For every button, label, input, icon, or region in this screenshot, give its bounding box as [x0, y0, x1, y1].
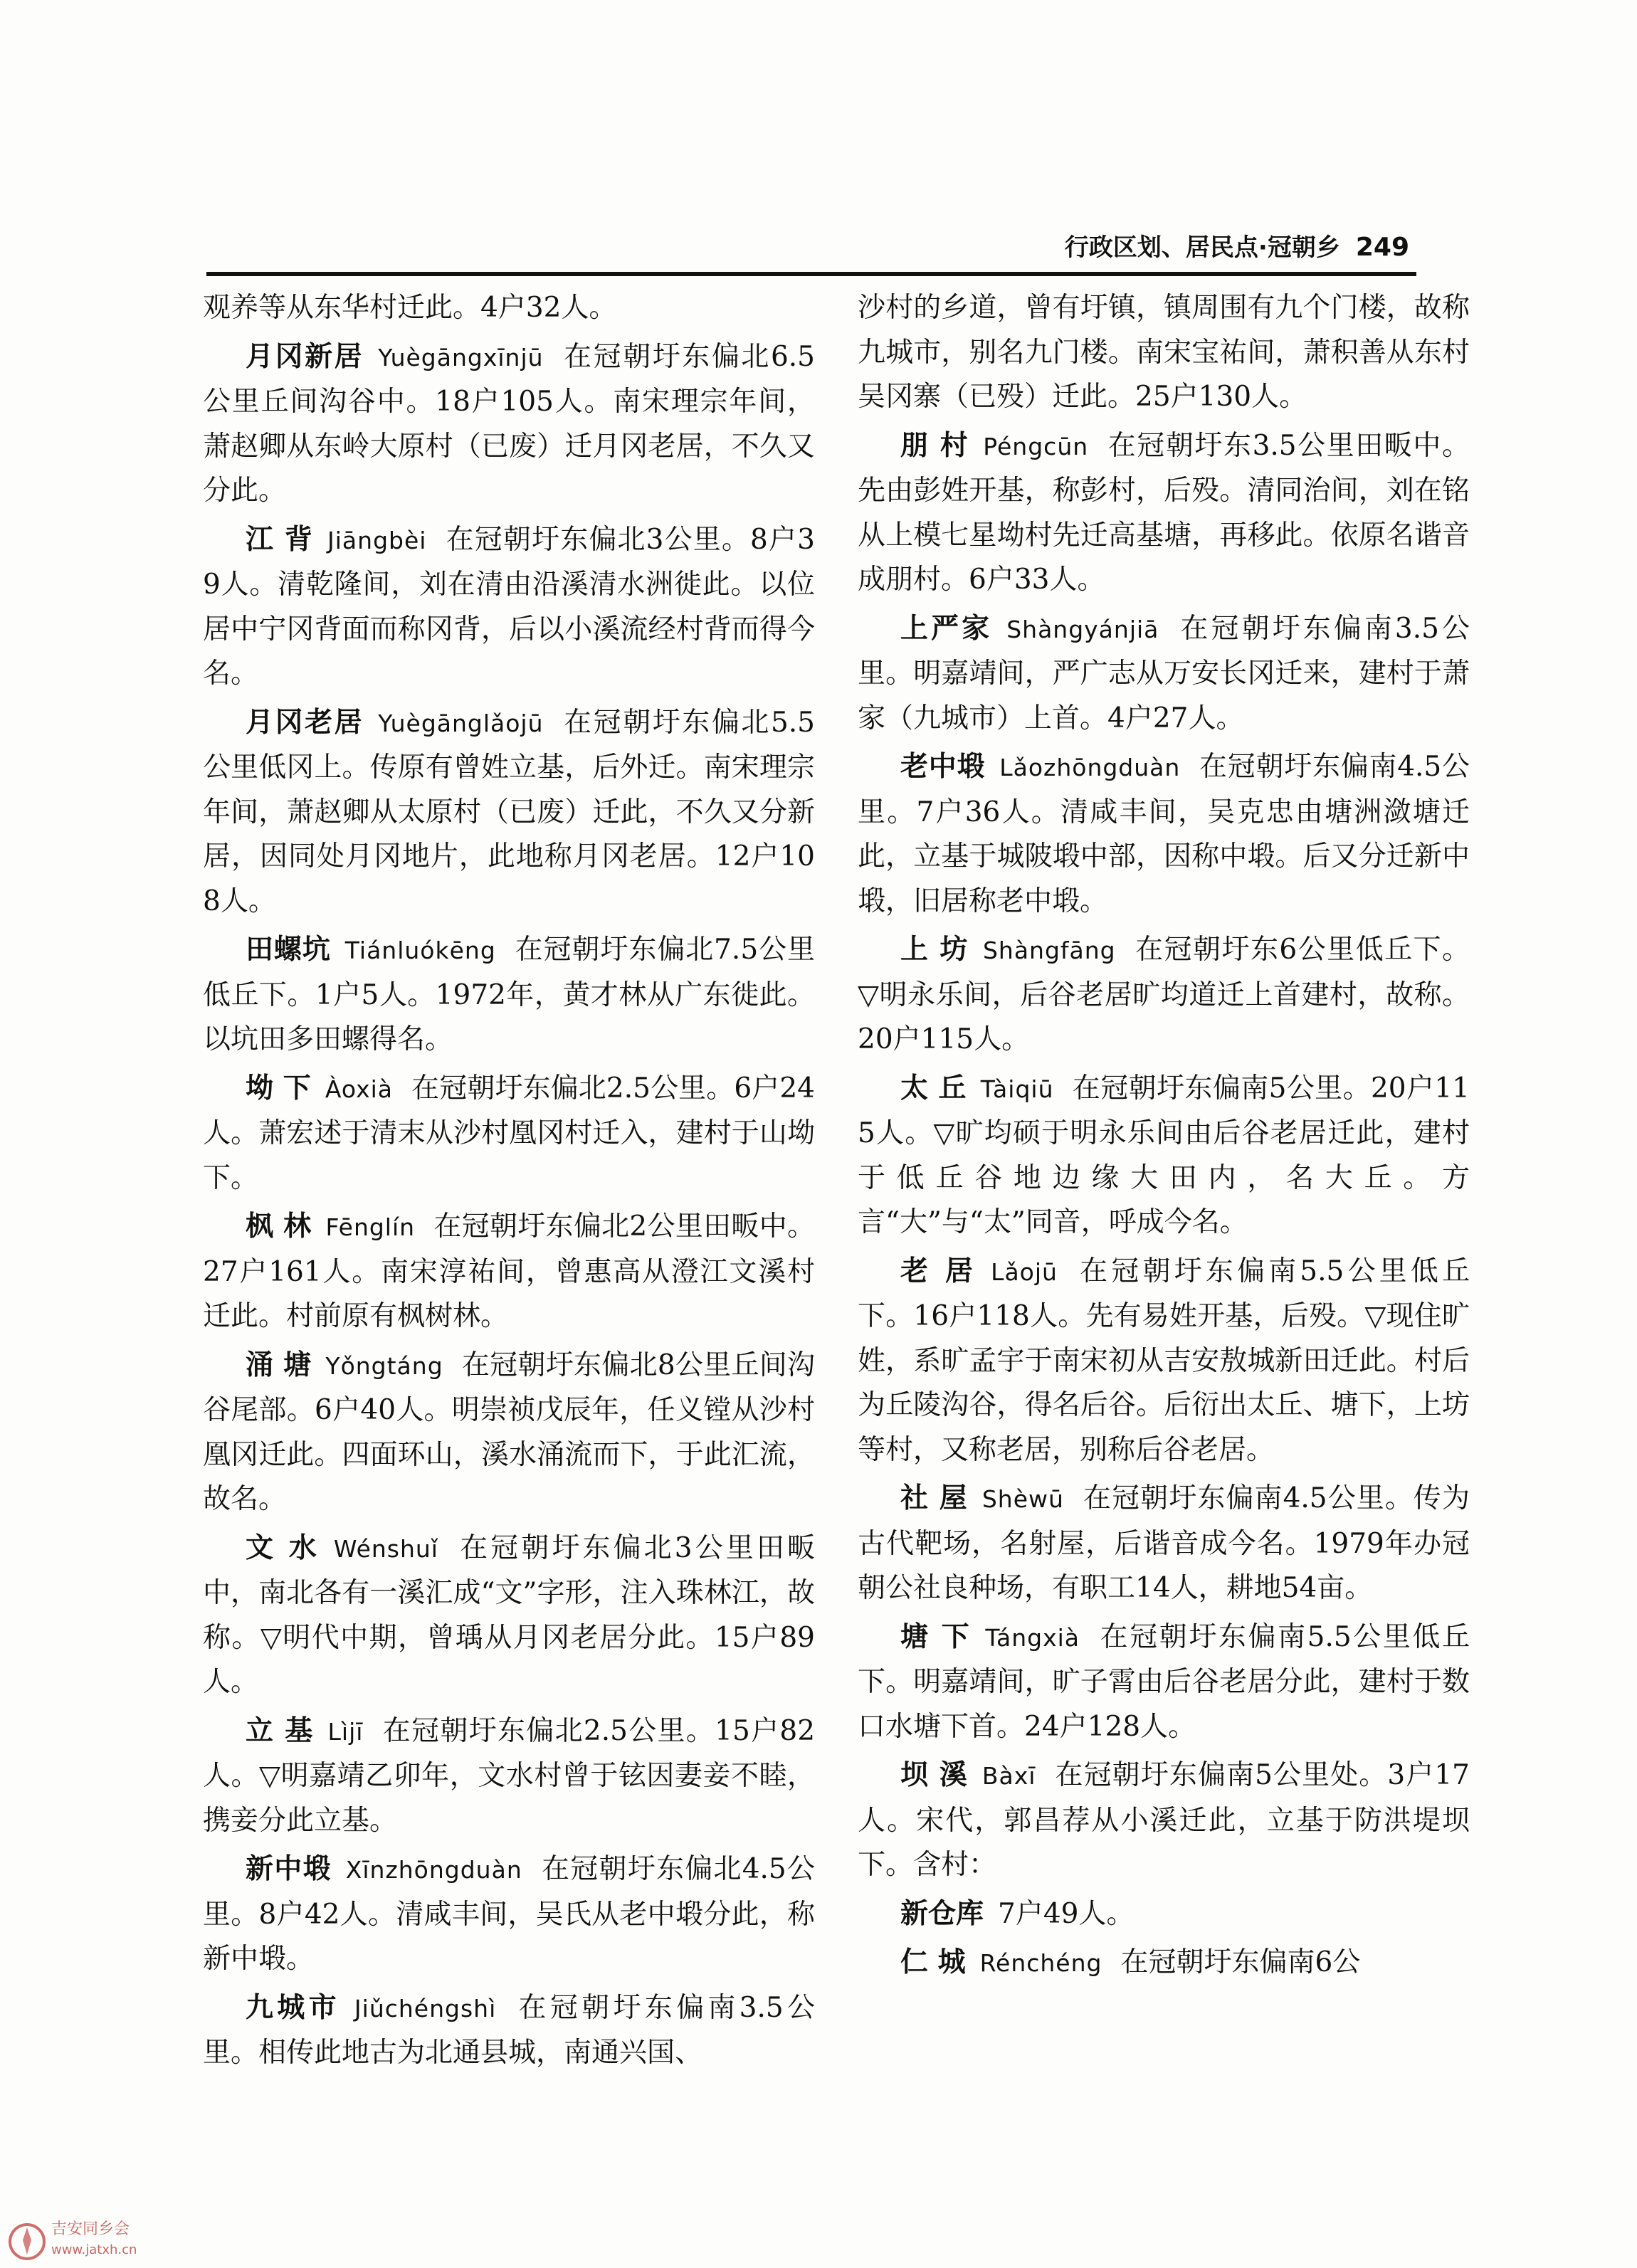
entry-pinyin: Àoxià — [325, 1075, 393, 1103]
entry-pinyin: Shàngfāng — [982, 937, 1116, 964]
entry-pinyin: Tiánluókēng — [344, 937, 496, 964]
entry-pinyin: Fēnglín — [325, 1213, 416, 1241]
entry-paragraph — [858, 1892, 1470, 1937]
entry-paragraph — [203, 701, 815, 924]
entry-text: 在冠朝圩东偏北2公里田畈中。27户161人。南宋淳祐间，曾惠高从澄江文溪村迁此。村前原有枫树林。 — [203, 1211, 815, 1332]
entry-pinyin: Lǎojū — [991, 1257, 1058, 1286]
entry-paragraph — [203, 1986, 815, 2076]
entry-pinyin: Yuègāngxīnjū — [378, 343, 544, 371]
entry-pinyin: Yǒngtáng — [325, 1351, 443, 1380]
entry-text: 在冠朝圩东6公里低丘下。▽明永乐间，后谷老居旷均道迁上首建村，故称。20户115人。 — [858, 934, 1470, 1055]
entry-pinyin: Jiāngbèi — [327, 526, 427, 554]
entry-pinyin: Lìjī — [327, 1717, 364, 1746]
entry-paragraph — [203, 335, 815, 514]
entry-paragraph — [203, 928, 815, 1062]
entry-pinyin: Tàiqiū — [980, 1075, 1054, 1103]
entry-text: 7户49人。 — [998, 1897, 1135, 1930]
entry-paragraph — [203, 1709, 815, 1844]
entry-text: 观养等从东华村迁此。4户32人。 — [203, 292, 617, 324]
entry-paragraph — [858, 928, 1470, 1062]
watermark-logo-icon — [6, 2219, 48, 2262]
watermark-text: 吉安同乡会 — [51, 2220, 130, 2238]
entry-name: 田螺坑 — [246, 934, 331, 966]
header-title: 行政区划、居民点·冠朝乡 — [1064, 233, 1340, 262]
entry-pinyin: Yuègānglǎojū — [378, 709, 544, 737]
watermark — [6, 2219, 177, 2264]
entry-paragraph — [203, 518, 815, 697]
entry-paragraph — [858, 1250, 1470, 1473]
page-number: 249 — [1355, 233, 1409, 262]
entry-pinyin: Xīnzhōngduàn — [345, 1856, 522, 1884]
entry-text: 在冠朝圩东偏北3公里田畈中，南北各有一溪汇成“文”字形，注入珠林江，故称。▽明代中期，曾瑀从月冈老居分此。15户89人。 — [203, 1531, 815, 1698]
entry-text: 在冠朝圩东偏北2.5公里。15户82人。▽明嘉靖乙卯年，文水村曾于铉因妻妾不睦，携妾分此立基。 — [203, 1714, 816, 1837]
entry-pinyin: Rénchéng — [979, 1949, 1102, 1977]
entry-text: 在冠朝圩东偏北6.5公里丘间沟谷中。18户105人。南宋理宗年间，萧赵卿从东岭大原村（已废）迁月冈老居，不久又分此。 — [203, 340, 815, 507]
entry-name: 上 坊 — [900, 934, 969, 966]
entry-name: 九城市 — [246, 1991, 340, 2024]
entry-name: 新中塅 — [246, 1853, 332, 1885]
entry-name: 月冈新居 — [246, 340, 364, 373]
header-rule — [206, 272, 1416, 276]
entry-name: 坝 溪 — [900, 1759, 968, 1791]
entry-text: 在冠朝圩东偏北8公里丘间沟谷尾部。6户40人。明崇祯戊辰年，任义镗从沙村凰冈迁此。四面环山，溪水涌流而下，于此汇流，故名。 — [203, 1349, 815, 1515]
entry-text: 在冠朝圩东偏南5公里处。3户17人。宋代，郭昌荐从小溪迁此，立基于防洪堤坝下。含村： — [858, 1759, 1470, 1881]
entry-name: 老中塅 — [900, 751, 986, 783]
entry-paragraph — [203, 1847, 815, 1982]
entry-text: 在冠朝圩东偏南3.5公里。相传此地古为北通县城，南通兴国、 — [203, 1991, 815, 2069]
entry-pinyin: Bàxī — [981, 1762, 1036, 1790]
entry-name: 太 丘 — [900, 1072, 967, 1104]
entry-name: 月冈老居 — [246, 706, 364, 739]
entry-text: 在冠朝圩东偏南6公 — [1120, 1946, 1361, 1978]
entry-name: 立 基 — [246, 1714, 314, 1747]
entry-paragraph — [203, 1205, 815, 1339]
entry-name: 枫 林 — [246, 1211, 312, 1243]
entry-text: 在冠朝圩东偏南5.5公里低丘下。明嘉靖间，旷子霄由后谷老居分此，建村于数口水塘下首。24户128人。 — [858, 1620, 1470, 1743]
entry-text: 在冠朝圩东偏北3公里。8户39人。清乾隆间，刘在清由沿溪清水洲徙此。以位居中宁冈背面而称冈背，后以小溪流经村背而得今名。 — [203, 523, 815, 690]
entry-paragraph — [203, 1526, 815, 1705]
right-column — [858, 286, 1470, 1990]
entry-name: 仁 城 — [900, 1946, 966, 1978]
entry-paragraph — [858, 607, 1470, 742]
entry-name: 上严家 — [900, 612, 993, 645]
entry-text: 在冠朝圩东偏南5.5公里低丘下。16户118人。先有易姓开基，后殁。▽现住旷姓，系旷孟宇于南宋初从吉安敖城新田迁此。村后为丘陵沟谷，得名后谷。后衍出太丘、塘下，上坊等村，又称老居，别称后谷老居。 — [858, 1255, 1470, 1466]
left-column — [203, 286, 815, 2080]
entry-text: 在冠朝圩东3.5公里田畈中。先由彭姓开基，称彭村，后殁。清同治间，刘在铭从上模七星坳村先迁高基塘，再移此。依原名谐音成朋村。6户33人。 — [858, 429, 1470, 596]
entry-paragraph — [858, 1477, 1470, 1611]
entry-pinyin: Tángxià — [985, 1623, 1080, 1652]
entry-name: 朋 村 — [900, 429, 969, 462]
entry-name: 坳 下 — [246, 1072, 311, 1104]
entry-paragraph — [858, 1615, 1470, 1750]
entry-pinyin: Shèwū — [981, 1485, 1064, 1513]
running-header — [982, 226, 1409, 269]
entry-pinyin: Péngcūn — [983, 432, 1089, 460]
entry-paragraph — [858, 424, 1470, 603]
entry-text: 沙村的乡道，曾有圩镇，镇周围有九个门楼，故称九城市，别名九门楼。南宋宝祐间，萧积善从东村吴冈寨（已殁）迁此。25户130人。 — [858, 292, 1470, 413]
entry-text: 在冠朝圩东偏南4.5公里。传为古代靶场，名射屋，后谐音成今名。1979年办冠朝公社良种场，有职工14人，耕地54亩。 — [858, 1482, 1470, 1604]
entry-name: 老 居 — [900, 1255, 977, 1287]
entry-paragraph — [858, 1067, 1470, 1245]
entry-paragraph — [203, 1344, 815, 1522]
entry-paragraph — [858, 1753, 1470, 1888]
entry-pinyin: Shàngyánjiā — [1006, 615, 1159, 643]
entry-name: 文 水 — [246, 1531, 320, 1564]
entry-pinyin: Jiǔchéngshì — [354, 1994, 497, 2022]
entry-text: 在冠朝圩东偏南5公里。20户115人。▽旷均硕于明永乐间由后谷老居迁此，建村于低丘谷地边缘大田内，名大丘。方言“大”与“太”同音，呼成今名。 — [858, 1072, 1470, 1238]
entry-text: 在冠朝圩东偏北4.5公里。8户42人。清咸丰间，吴氏从老中塅分此，称新中塅。 — [203, 1853, 815, 1975]
entry-name: 塘 下 — [900, 1620, 972, 1653]
watermark-url: www.jatxh.cn — [51, 2242, 137, 2257]
entry-name: 涌 塘 — [246, 1349, 312, 1381]
continued-paragraph — [858, 286, 1470, 420]
entry-pinyin: Wénshuǐ — [333, 1534, 438, 1563]
entry-name: 社 屋 — [900, 1482, 968, 1514]
continued-paragraph — [203, 286, 815, 331]
entry-text: 在冠朝圩东偏南4.5公里。7户36人。清咸丰间，吴克忠由塘洲潋塘迁此，立基于城陂塅中部，因称中塅。后又分迁新中塅，旧居称老中塅。 — [858, 751, 1470, 917]
entry-name: 新仓库 — [900, 1897, 984, 1930]
entry-pinyin: Lǎozhōngduàn — [999, 754, 1181, 781]
entry-text: 在冠朝圩东偏北7.5公里低丘下。1户5人。1972年，黄才林从广东徙此。以坑田多田螺得名。 — [203, 934, 815, 1055]
entry-text: 在冠朝圩东偏北2.5公里。6户24人。萧宏述于清末从沙村凰冈村迁入，建村于山坳下。 — [203, 1072, 815, 1194]
entry-name: 江 背 — [246, 523, 314, 556]
entry-text: 在冠朝圩东偏南3.5公里。明嘉靖间，严广志从万安长冈迁来，建村于萧家（九城市）上首。4户27人。 — [858, 612, 1470, 734]
entry-paragraph — [203, 1067, 815, 1201]
entry-paragraph — [858, 745, 1470, 924]
entry-text: 在冠朝圩东偏北5.5公里低冈上。传原有曾姓立基，后外迁。南宋理宗年间，萧赵卿从太原村（已废）迁此，不久又分新居，因同处月冈地片，此地称月冈老居。12户108人。 — [203, 706, 815, 917]
entry-paragraph — [858, 1941, 1470, 1986]
